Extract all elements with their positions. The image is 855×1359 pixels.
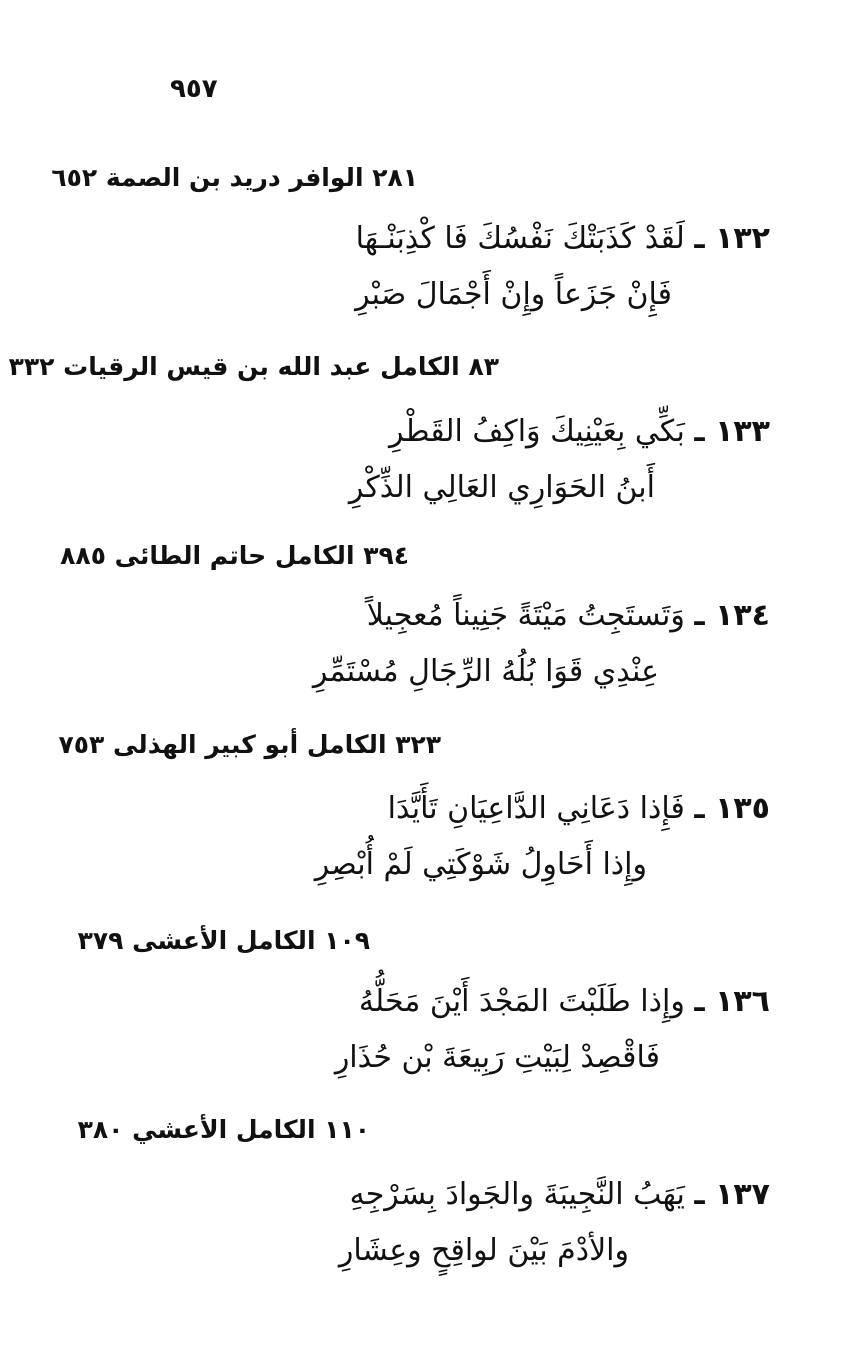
- verse-first-text: بَكِّي بِعَيْنِيكَ وَاكِفُ القَطْرِ: [389, 414, 685, 449]
- entry-reference: ٣٢٣ الكامل أبو كبير الهذلى ٧٥٣: [58, 730, 441, 759]
- verse-first-text: لَقَدْ كَذَبَتْكَ نَفْسُكَ فَا كْذِبَنْـهَا: [355, 221, 685, 256]
- verse-first-hemistich: [356, 221, 770, 256]
- verse-first-text: فَإِذا دَعَانِي الدَّاعِيَانِ تَأَيَّدَا: [387, 791, 685, 826]
- verse-number: ١٣٧ ـ: [694, 1177, 770, 1212]
- verse-first-hemistich: [367, 598, 770, 633]
- verse-number: ١٣٥ ـ: [694, 791, 770, 826]
- verse-second-hemistich: فَإِنْ جَزَعاً وإِنْ أَجْمَالَ صَبْرِ: [355, 277, 672, 312]
- verse-second-hemistich: عِنْدِي قَوَا بُلُهُ الرِّجَالِ مُسْتَمِّرِ: [312, 654, 659, 689]
- entry-reference: ١٠٩ الكامل الأعشى ٣٧٩: [77, 926, 370, 955]
- verse-number: ١٣٣ ـ: [694, 414, 770, 449]
- entry-reference: ٨٣ الكامل عبد الله بن قيس الرقيات ٣٣٢: [8, 352, 499, 381]
- verse-second-hemistich: والأدْمَ بَيْنَ لواقِحٍ وعِشَارِ: [338, 1233, 629, 1268]
- verse-first-hemistich: [350, 1177, 770, 1212]
- verse-first-hemistich: [359, 984, 770, 1019]
- verse-first-text: وَتَستَجِتُ مَيْتَةً جَنِيناً مُعجِيلاً: [366, 598, 685, 633]
- entry-reference: ٣٩٤ الكامل حاتم الطائى ٨٨٥: [60, 541, 409, 570]
- verse-second-hemistich: وإِذا أَحَاوِلُ شَوْكَتِي لَمْ أُبْصِرِ: [314, 847, 647, 882]
- verse-number: ١٣٦ ـ: [694, 984, 770, 1019]
- entry-reference: ٢٨١ الوافر دريد بن الصمة ٦٥٢: [51, 163, 418, 192]
- entry-reference: ١١٠ الكامل الأعشي ٣٨٠: [77, 1115, 370, 1144]
- verse-first-text: وإِذا طَلَبْتَ المَجْدَ أَيْنَ مَحَلُّهُ: [358, 984, 685, 1019]
- verse-number: ١٣٢ ـ: [694, 221, 770, 256]
- verse-number: ١٣٤ ـ: [694, 598, 770, 633]
- verse-first-hemistich: [388, 791, 770, 826]
- verse-first-text: يَهَبُ النَّجِيبَةَ والجَوادَ بِسَرْجِهِ: [349, 1177, 685, 1212]
- verse-second-hemistich: أَبنُ الحَوَارِي العَالِي الذِّكْرِ: [348, 470, 655, 505]
- page-number: ٩٥٧: [170, 74, 218, 104]
- verse-second-hemistich: فَاقْصِدْ لِبَيْتِ رَبِيعَةَ بْن حُذَارِ: [334, 1040, 660, 1075]
- verse-first-hemistich: [389, 414, 770, 449]
